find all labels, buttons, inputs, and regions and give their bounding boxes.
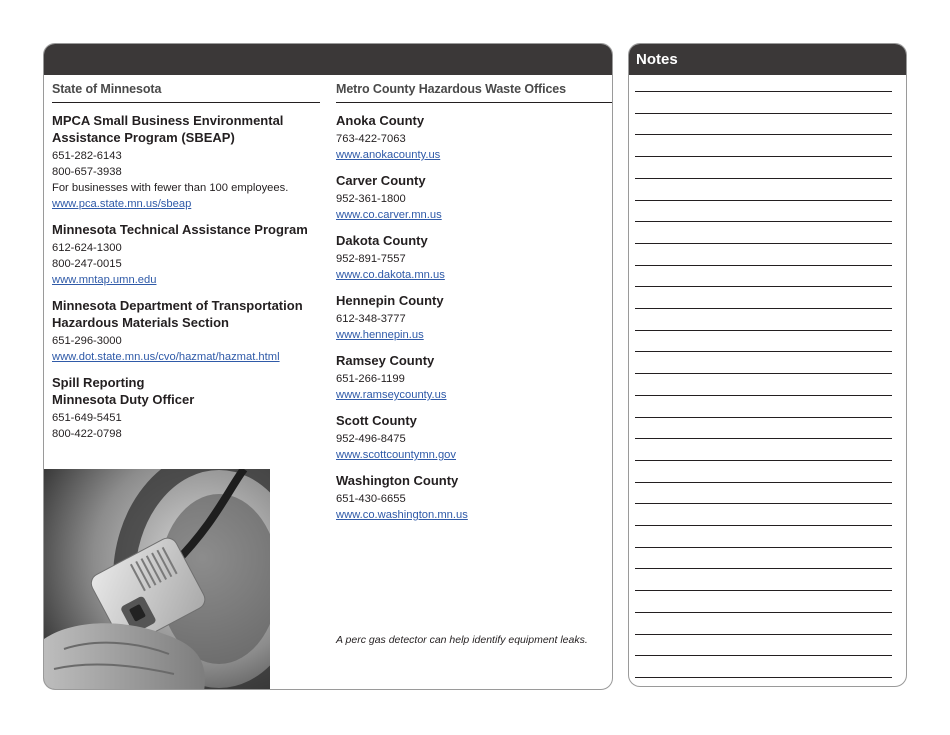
spill-reporting-title: Spill Reporting	[52, 375, 145, 390]
note-line[interactable]	[635, 351, 892, 352]
county-entry-washington	[336, 472, 613, 523]
county-phone: 952-891-7557	[336, 253, 406, 265]
note-line[interactable]	[635, 590, 892, 591]
note-line[interactable]	[635, 634, 892, 635]
county-link[interactable]: www.co.carver.mn.us	[336, 209, 442, 221]
note-line[interactable]	[635, 134, 892, 135]
county-link[interactable]: www.scottcountymn.gov	[336, 449, 457, 461]
note-line[interactable]	[635, 503, 892, 504]
note-line[interactable]	[635, 373, 892, 374]
note-line[interactable]	[635, 221, 892, 222]
sbeap-phone-1: 651-282-6143	[52, 150, 122, 162]
county-phone: 952-361-1800	[336, 193, 406, 205]
state-of-minnesota-heading: State of Minnesota	[52, 82, 320, 103]
county-entry-scott	[336, 412, 613, 463]
gas-detector-photo	[44, 469, 270, 690]
county-title: Ramsey County	[336, 353, 435, 368]
county-phone: 763-422-7063	[336, 133, 406, 145]
note-line[interactable]	[635, 417, 892, 418]
note-line[interactable]	[635, 156, 892, 157]
mntap-phone-1: 612-624-1300	[52, 242, 122, 254]
county-link[interactable]: www.anokacounty.us	[336, 149, 441, 161]
sbeap-entry	[52, 112, 320, 212]
note-line[interactable]	[635, 243, 892, 244]
county-phone: 651-266-1199	[336, 373, 405, 385]
county-entry-hennepin	[336, 292, 613, 343]
county-entry-carver	[336, 172, 613, 223]
county-link[interactable]: www.co.dakota.mn.us	[336, 269, 445, 281]
note-line[interactable]	[635, 525, 892, 526]
county-entry-dakota	[336, 232, 613, 283]
mndot-hazmat-phone: 651-296-3000	[52, 335, 122, 347]
metro-county-heading: Metro County Hazardous Waste Offices	[336, 82, 613, 103]
sbeap-note: For businesses with fewer than 100 employees.	[52, 182, 289, 194]
note-line[interactable]	[635, 113, 892, 114]
county-title: Anoka County	[336, 113, 425, 128]
county-title: Washington County	[336, 473, 459, 488]
note-line[interactable]	[635, 612, 892, 613]
county-link[interactable]: www.hennepin.us	[336, 329, 424, 341]
county-title: Scott County	[336, 413, 417, 428]
mntap-entry	[52, 221, 320, 288]
county-phone: 651-430-6655	[336, 493, 406, 505]
spill-phone-1: 651-649-5451	[52, 412, 122, 424]
panel-header-bar	[44, 44, 612, 75]
spill-phone-2: 800-422-0798	[52, 428, 122, 440]
sbeap-link[interactable]: www.pca.state.mn.us/sbeap	[52, 198, 192, 210]
county-title: Carver County	[336, 173, 426, 188]
note-line[interactable]	[635, 91, 892, 92]
mntap-link[interactable]: www.mntap.umn.edu	[52, 274, 157, 286]
sbeap-title: MPCA Small Business Environmental Assistance Program (SBEAP)	[52, 113, 284, 145]
duty-officer-title: Minnesota Duty Officer	[52, 392, 195, 407]
mntap-phone-2: 800-247-0015	[52, 258, 122, 270]
county-entry-ramsey	[336, 352, 613, 403]
note-line[interactable]	[635, 265, 892, 266]
note-line[interactable]	[635, 482, 892, 483]
county-phone: 952-496-8475	[336, 433, 406, 445]
county-phone: 612-348-3777	[336, 313, 406, 325]
note-line[interactable]	[635, 308, 892, 309]
note-line[interactable]	[635, 286, 892, 287]
state-of-minnesota-column	[52, 82, 320, 451]
county-entry-anoka	[336, 112, 613, 163]
metro-county-column	[336, 82, 613, 532]
mndot-hazmat-entry	[52, 297, 320, 365]
note-line[interactable]	[635, 200, 892, 201]
county-link[interactable]: www.ramseycounty.us	[336, 389, 447, 401]
mntap-title: Minnesota Technical Assistance Program	[52, 222, 308, 237]
note-line[interactable]	[635, 655, 892, 656]
note-line[interactable]	[635, 547, 892, 548]
note-line[interactable]	[635, 438, 892, 439]
note-line[interactable]	[635, 460, 892, 461]
note-line[interactable]	[635, 330, 892, 331]
photo-caption: A perc gas detector can help identify equipment leaks.	[336, 634, 588, 646]
mndot-hazmat-link[interactable]: www.dot.state.mn.us/cvo/hazmat/hazmat.html	[52, 351, 280, 363]
mndot-hazmat-title: Minnesota Department of Transportation Hazardous Materials Section	[52, 298, 303, 330]
sbeap-phone-2: 800-657-3938	[52, 166, 122, 178]
note-line[interactable]	[635, 395, 892, 396]
note-line[interactable]	[635, 178, 892, 179]
contacts-panel	[43, 43, 613, 690]
notes-panel	[628, 43, 907, 687]
notes-title: Notes	[629, 44, 906, 75]
county-title: Dakota County	[336, 233, 428, 248]
note-line[interactable]	[635, 568, 892, 569]
spill-reporting-entry	[52, 374, 320, 442]
note-line[interactable]	[635, 677, 892, 678]
county-link[interactable]: www.co.washington.mn.us	[336, 509, 468, 521]
county-title: Hennepin County	[336, 293, 444, 308]
